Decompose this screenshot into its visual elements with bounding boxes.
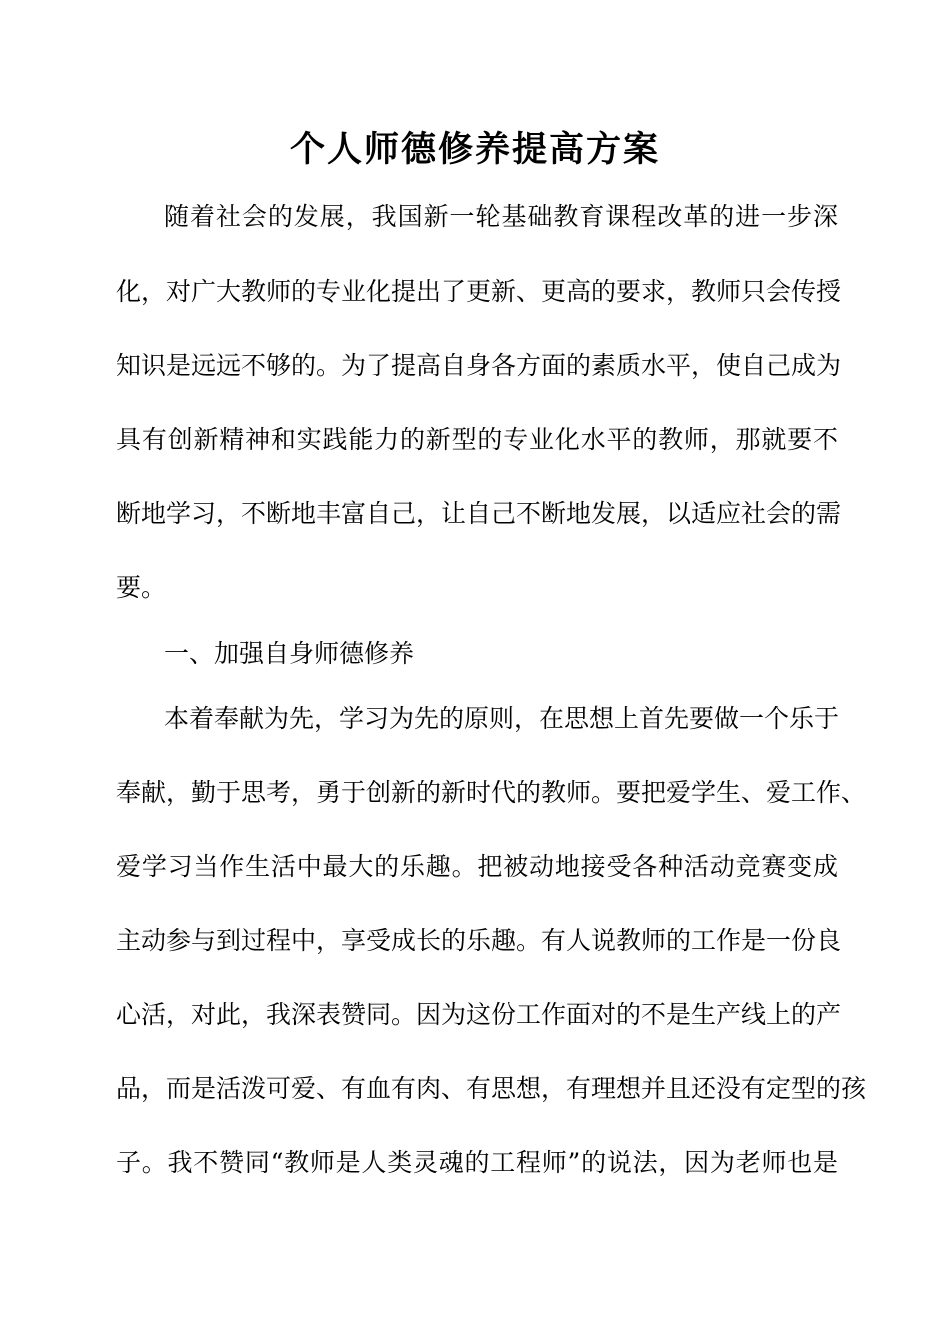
body-line: 化，对广大教师的专业化提出了更新、更高的要求，教师只会传授	[116, 277, 842, 306]
body-line: 品，而是活泼可爱、有血有肉、有思想，有理想并且还没有定型的孩	[116, 1074, 867, 1103]
body-line: 主动参与到过程中，享受成长的乐趣。有人说教师的工作是一份良	[116, 926, 842, 955]
body-line: 断地学习，不断地丰富自己，让自己不断地发展，以适应社会的需	[116, 499, 842, 528]
body-line: 本着奉献为先，学习为先的原则，在思想上首先要做一个乐于	[164, 704, 840, 733]
body-line: 要。	[116, 573, 167, 602]
body-line: 知识是远远不够的。为了提高自身各方面的素质水平，使自己成为	[116, 351, 842, 380]
body-line: 子。我不赞同“教师是人类灵魂的工程师”的说法，因为老师也是	[116, 1148, 838, 1177]
body-line: 爱学习当作生活中最大的乐趣。把被动地接受各种活动竞赛变成	[116, 852, 838, 881]
body-line: 心活，对此，我深表赞同。因为这份工作面对的不是生产线上的产	[116, 1000, 842, 1029]
section-heading: 一、加强自身师德修养	[164, 639, 415, 668]
body-line: 随着社会的发展，我国新一轮基础教育课程改革的进一步深	[164, 202, 838, 231]
document-title: 个人师德修养提高方案	[289, 129, 660, 170]
body-line: 奉献，勤于思考，勇于创新的新时代的教师。要把爱学生、爱工作、	[116, 778, 867, 807]
body-line: 具有创新精神和实践能力的新型的专业化水平的教师，那就要不	[116, 425, 838, 454]
